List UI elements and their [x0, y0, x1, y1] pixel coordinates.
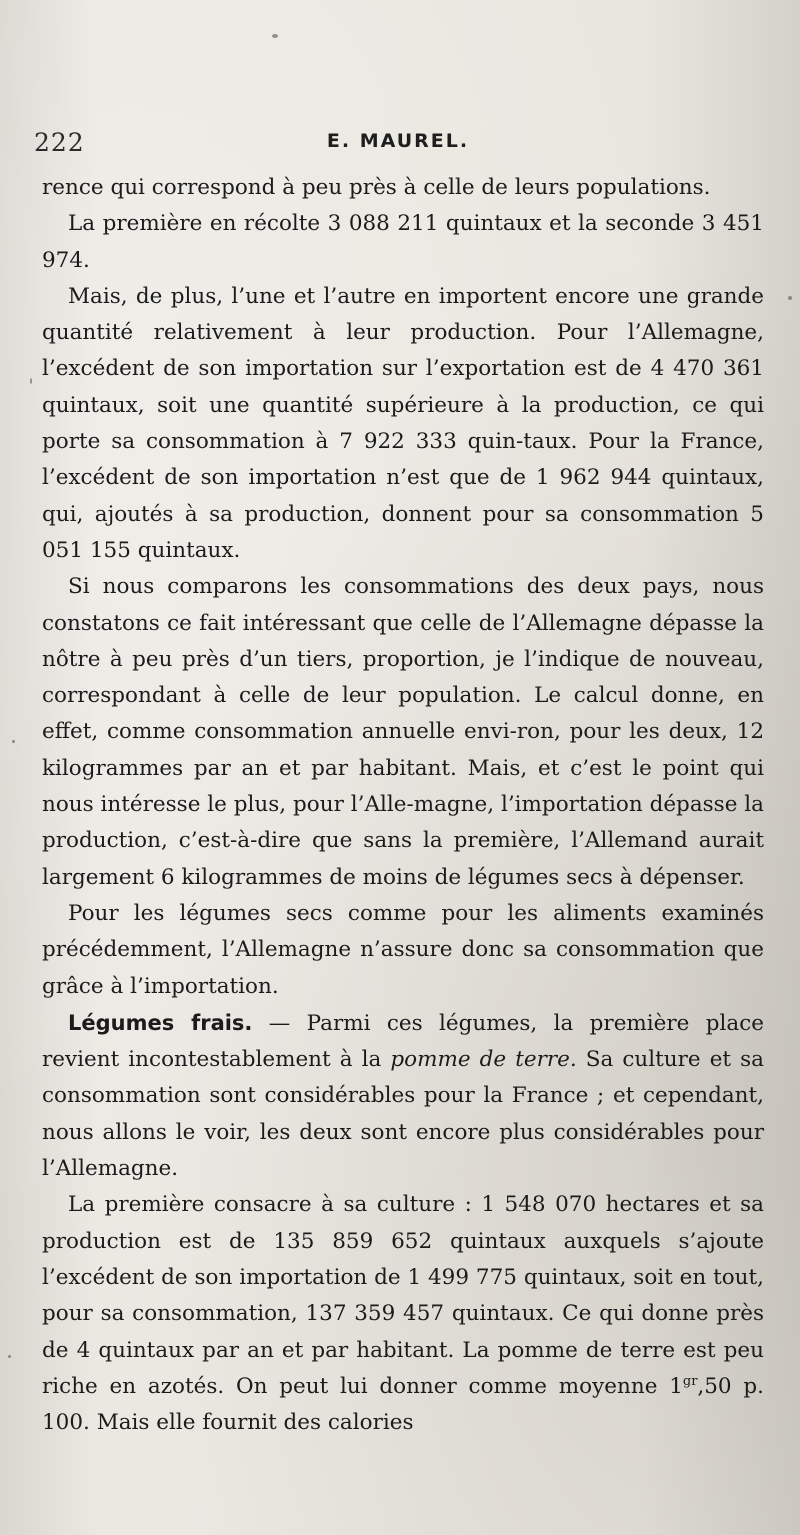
paragraph-continuation: rence qui correspond à peu près à celle de leurs populations.	[42, 175, 711, 200]
paragraph-text: ,50 p. 100. Mais elle fournit des calories	[42, 1373, 764, 1436]
body-text	[42, 170, 764, 1441]
paragraph: La première en récolte 3 088 211 quintaux et la seconde 3 451 974.	[42, 211, 764, 273]
paragraph-text: — Parmi ces légumes, la première place revient incontestablement à la	[42, 1010, 764, 1073]
speck	[272, 34, 278, 38]
paragraph-text: La première consacre à sa culture : 1 548 070 hectares et sa production est de 135 859 652 quintaux auxquels s’ajoute l’excédent de son importation de 1 499 775 quintaux, soit en tout, pour sa consommation, 137 359 457 quintaux. Ce qui donne près de 4 quintaux par an et par habitant. La pomme de terre est peu riche en azotés. On peut lui donner comme moyenne 1	[42, 1192, 764, 1399]
page-header	[34, 128, 762, 168]
paragraph: Mais, de plus, l’une et l’autre en importent encore une grande quantité relativement à leur production. Pour l’Allemagne, l’excédent de son importation sur l’exportation est de 4 470 361 quintaux, soit une quantité supérieure à la production, ce qui porte sa consommation à 7 922 333 quin-taux. Pour la France, l’excédent de son importation n’est que de 1 962 944 quintaux, qui, ajoutés à sa production, donnent pour sa consommation 5 051 155 quintaux.	[42, 283, 764, 563]
page-number: 222	[34, 128, 85, 157]
paragraph: Si nous comparons les consommations des deux pays, nous constatons ce fait intéressant que celle de l’Allemagne dépasse la nôtre à peu près d’un tiers, proportion, je l’indique de nouveau, correspondant à celle de leur population. Le calcul donne, en effet, comme consommation annuelle envi-ron, pour les deux, 12 kilogrammes par an et par habitant. Mais, et c’est le point qui nous intéresse le plus, pour l’Alle-magne, l’importation dépasse la production, c’est-à-dire que sans la première, l’Allemand aurait largement 6 kilogrammes de moins de légumes secs à dépenser.	[42, 574, 764, 890]
running-head: E. MAUREL.	[326, 130, 470, 152]
unit-superscript: gr	[682, 1373, 698, 1389]
italic-term: pomme de terre.	[390, 1047, 577, 1073]
speck	[8, 1355, 11, 1358]
speck	[12, 740, 15, 743]
section-heading: Légumes frais.	[68, 1010, 253, 1035]
paragraph-legumes-frais	[42, 1005, 764, 1187]
paragraph	[42, 1187, 764, 1441]
speck	[788, 296, 792, 300]
paragraph: Pour les légumes secs comme pour les aliments examinés précédemment, l’Allemagne n’assure donc sa consommation que grâce à l’importation.	[42, 900, 764, 999]
speck	[30, 378, 32, 384]
paragraph-text: Sa culture et sa consommation sont considérables pour la France ; et cependant, nous allons le voir, les deux sont encore plus considérables pour l’Allemagne.	[42, 1047, 764, 1182]
